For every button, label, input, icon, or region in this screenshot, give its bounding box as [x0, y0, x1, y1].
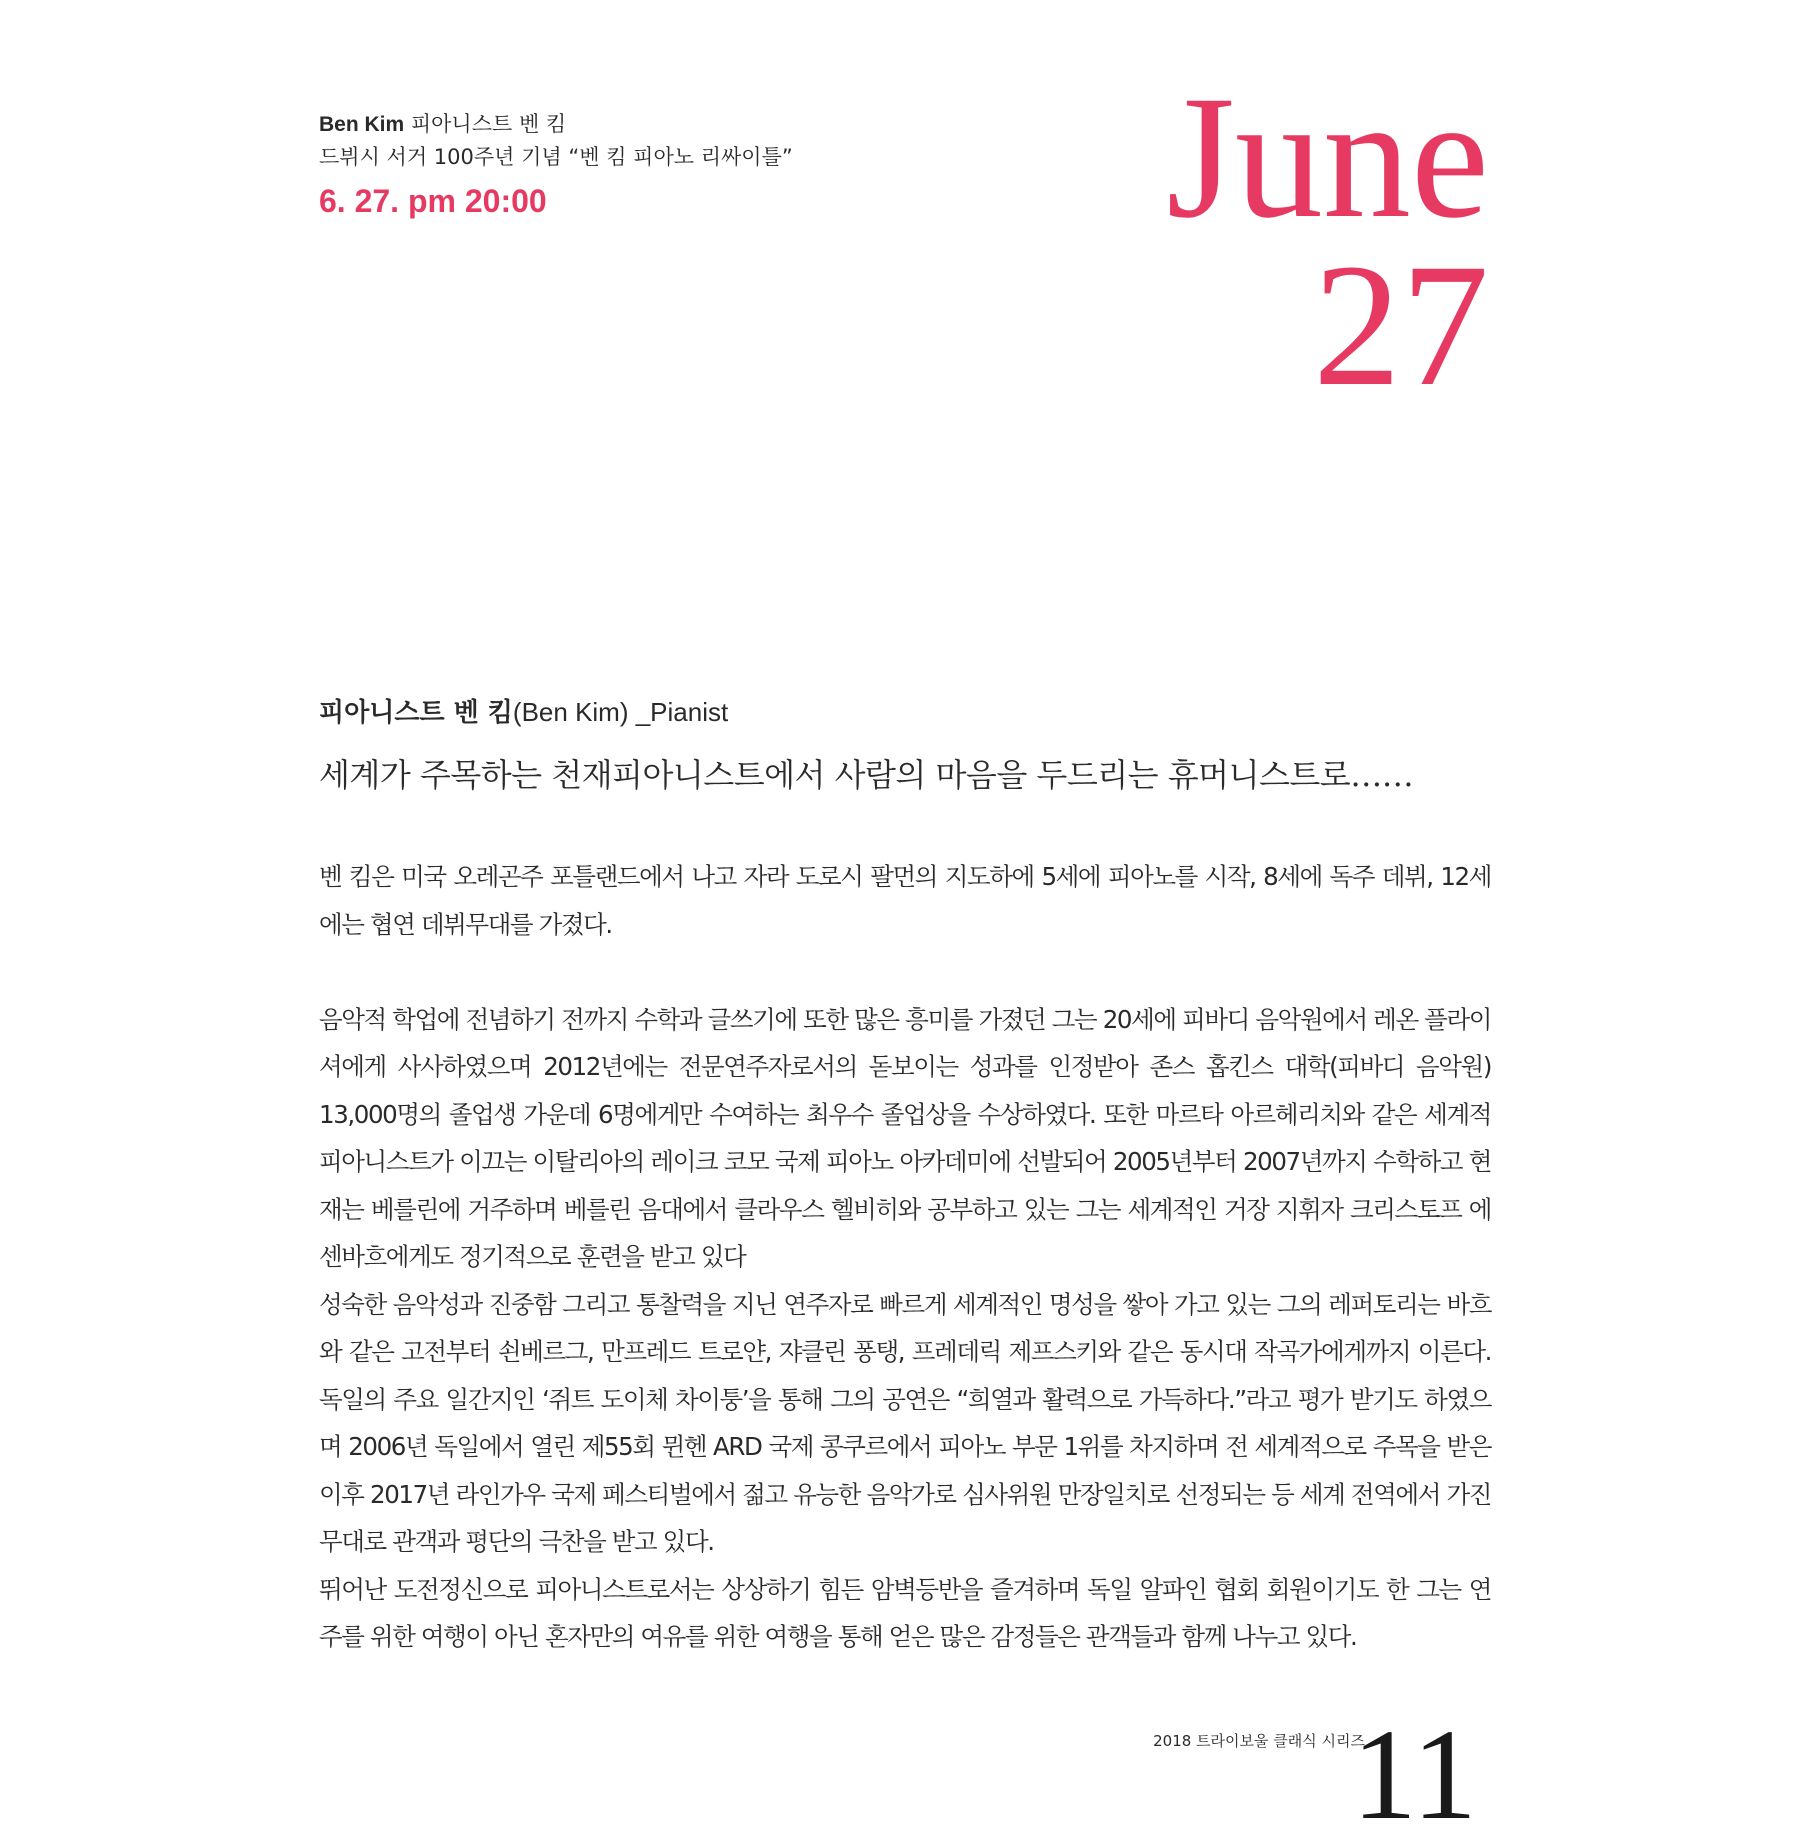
series-label: 2018 트라이보울 클래식 시리즈 [1153, 1732, 1365, 1750]
bio-heading [319, 692, 728, 729]
artist-line [319, 108, 793, 141]
bio-paragraph: 뛰어난 도전정신으로 피아니스트로서는 상상하기 힘든 암벽등반을 즐겨하며 독일 알파인 협회 회원이기도 한 그는 연주를 위한 여행이 아닌 혼자만의 여유를 위한 여행을 통해 얻은 많은 감정들은 관객들과 함께 나누고 있다. [319, 1574, 1491, 1651]
concert-header [319, 108, 793, 221]
bio-paragraph: 음악적 학업에 전념하기 전까지 수학과 글쓰기에 또한 많은 흥미를 가졌던 그는 20세에 피바디 음악원에서 레온 플라이셔에게 사사하였으며 2012년에는 전문연주자로서의 돋보이는 성과를 인정받아 존스 홉킨스 대학(피바디 음악원) 13,000명의 졸업생 가운데 6명에게만 수여하는 최우수 졸업상을 수상하였다. 또한 마르타 아르헤리치와 같은 세계적 피아니스트가 이끄는 이탈리아의 레이크 코모 국제 피아노 아카데미에 선발되어 2005년부터 2007년까지 수학하고 현재는 베를린에 거주하며 베를린 음대에서 클라우스 헬비히와 공부하고 있는 그는 세계적인 거장 지휘자 크리스토프 에센바흐에게도 정기적으로 훈련을 받고 있다 [319, 1004, 1491, 1271]
bio-tagline: 세계가 주목하는 천재피아니스트에서 사람의 마음을 두드리는 휴머니스트로…… [319, 756, 1414, 794]
event-title: 드뷔시 서거 100주년 기념 “벤 킴 피아노 리싸이틀” [319, 145, 793, 169]
big-date-day: 27 [1313, 228, 1489, 423]
bio-body [319, 853, 1491, 1661]
page-number: 11 [1351, 1703, 1477, 1847]
bio-heading-ko: 피아니스트 벤 킴 [319, 698, 513, 728]
big-date [1166, 60, 1489, 423]
artist-name-ko: 피아니스트 벤 킴 [404, 112, 567, 136]
bio-paragraph: 성숙한 음악성과 진중함 그리고 통찰력을 지닌 연주자로 빠르게 세계적인 명성을 쌓아 가고 있는 그의 레퍼토리는 바흐와 같은 고전부터 쇤베르그, 만프레드 트로얀, 쟈클린 퐁탱, 프레데릭 제프스키와 같은 동시대 작곡가에게까지 이른다. 독일의 주요 일간지인 ‘쥐트 도이체 차이퉁’을 통해 그의 공연은 “희열과 활력으로 가득하다.”라고 평가 받기도 하였으며 2006년 독일에서 열린 제55회 뮌헨 ARD 국제 콩쿠르에서 피아노 부문 1위를 차지하며 전 세계적으로 주목을 받은 이후 2017년 라인가우 국제 페스티벌에서 젊고 유능한 음악가로 심사위원 만장일치로 선정되는 등 세계 전역에서 가진 무대로 관객과 평단의 극찬을 받고 있다. [319, 1289, 1491, 1556]
big-date-month: June [1166, 60, 1489, 255]
event-datetime: 6. 27. pm 20:00 [319, 183, 547, 219]
bio-heading-en: (Ben Kim) _Pianist [512, 697, 729, 727]
bio-paragraph: 벤 킴은 미국 오레곤주 포틀랜드에서 나고 자라 도로시 팔먼의 지도하에 5세에 피아노를 시작, 8세에 독주 데뷔, 12세에는 협연 데뷔무대를 가졌다. [319, 862, 1491, 939]
artist-name-en: Ben Kim [319, 113, 405, 136]
